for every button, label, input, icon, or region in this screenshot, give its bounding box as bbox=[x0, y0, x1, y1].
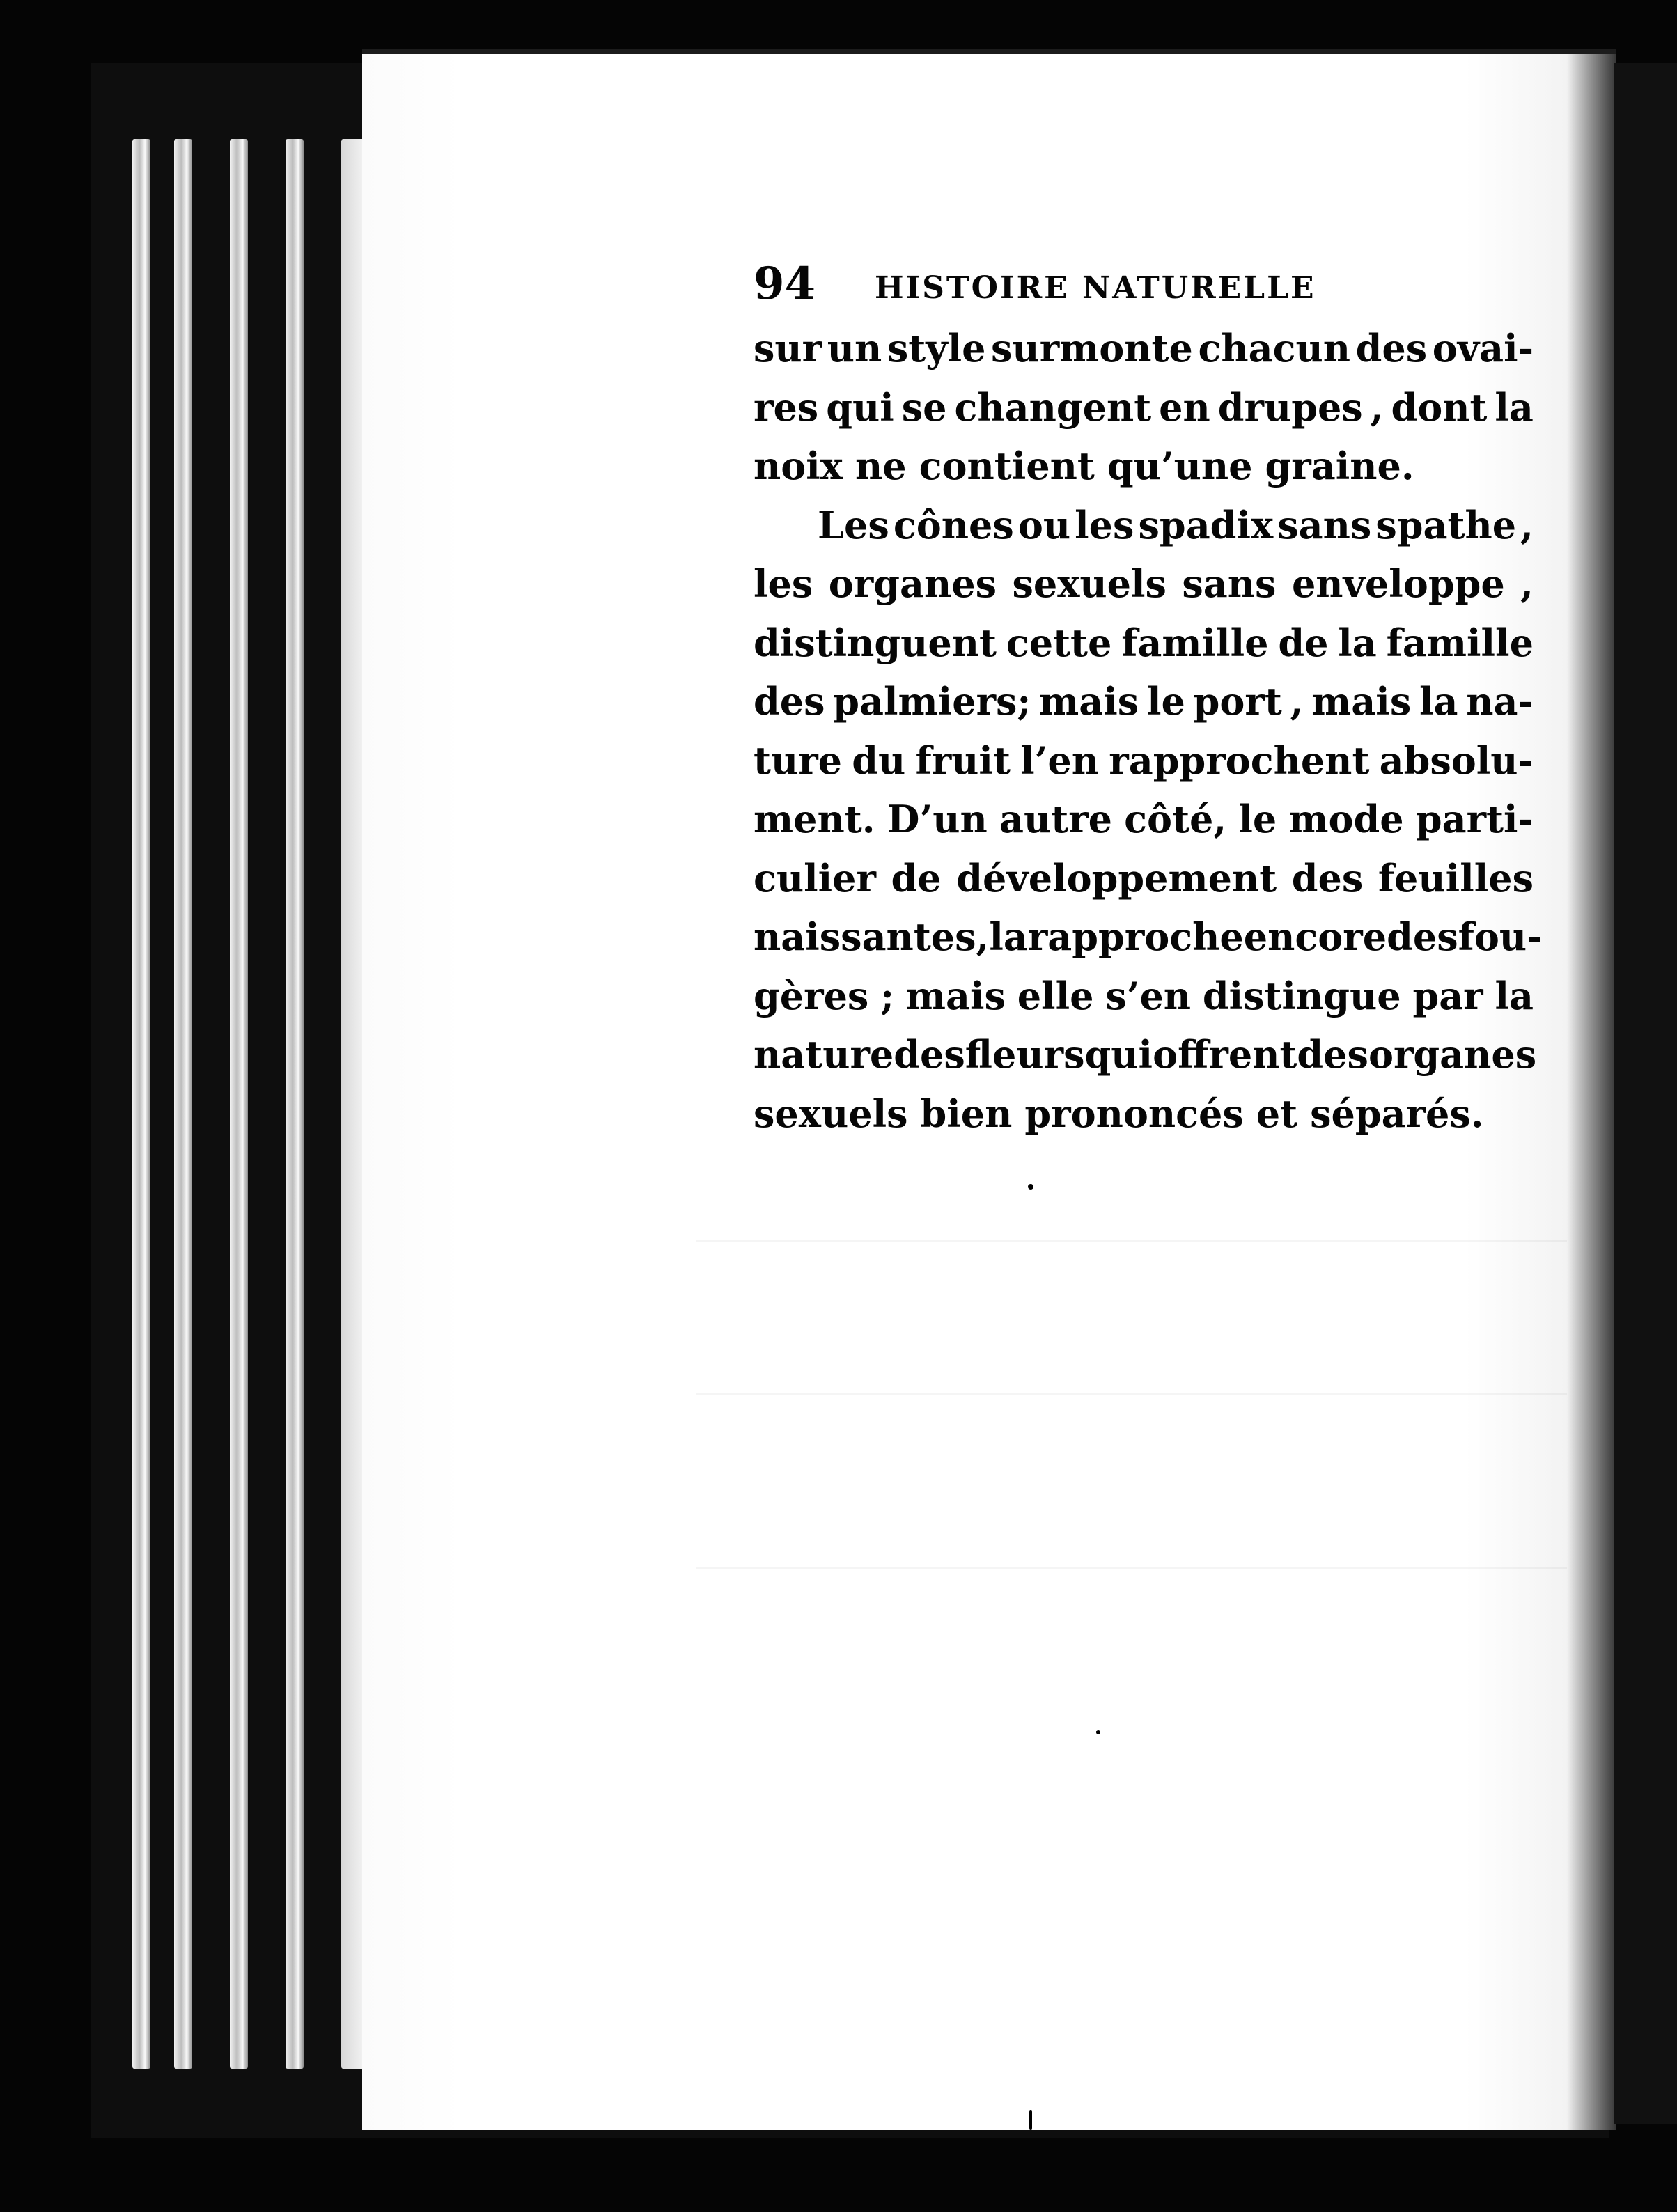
body-text bbox=[754, 319, 1543, 1143]
text-line: les organes sexuels sans enveloppe , bbox=[754, 561, 1534, 606]
ink-speck bbox=[1029, 2110, 1032, 2130]
page-edge bbox=[230, 139, 248, 2069]
text-line: nature des fleurs qui offrent des organes bbox=[754, 1032, 1537, 1077]
text-line: Les cônes ou les spadix sans spathe , bbox=[818, 502, 1534, 547]
page-edge bbox=[132, 139, 150, 2069]
text-line: des palmiers; mais le port , mais la na- bbox=[754, 679, 1534, 724]
show-through-text bbox=[696, 1567, 1567, 1569]
page-text bbox=[754, 258, 1543, 1143]
running-head: HISTOIRE NATURELLE bbox=[875, 270, 1316, 306]
text-line: sexuels bien prononcés et séparés. bbox=[754, 1091, 1484, 1136]
text-line: naissantes , la rapproche encore des fou- bbox=[754, 914, 1543, 959]
page-edge bbox=[286, 139, 304, 2069]
text-line: ment. D’un autre côté, le mode parti- bbox=[754, 797, 1534, 841]
page-number: 94 bbox=[754, 258, 816, 310]
paragraph bbox=[754, 496, 1543, 1144]
text-line: sur un style surmonte chacun des ovai- bbox=[754, 326, 1534, 371]
paragraph bbox=[754, 319, 1534, 496]
ink-speck bbox=[1028, 1184, 1034, 1190]
text-line: culier de développement des feuilles bbox=[754, 855, 1534, 901]
book-cover-edge bbox=[1614, 63, 1677, 2124]
ink-speck bbox=[1096, 1730, 1100, 1734]
page-header bbox=[754, 260, 1534, 319]
page-edge bbox=[174, 139, 192, 2069]
show-through-text bbox=[696, 1240, 1567, 1242]
show-through-text bbox=[696, 1393, 1567, 1395]
text-line: noix ne contient qu’une graine. bbox=[754, 444, 1414, 488]
page-shadow bbox=[1567, 54, 1616, 2130]
text-line: gères ; mais elle s’en distingue par la bbox=[754, 973, 1534, 1018]
text-line: distinguent cette famille de la famille bbox=[754, 620, 1534, 665]
text-line: ture du fruit l’en rapprochent absolu- bbox=[754, 738, 1534, 783]
text-line: res qui se changent en drupes , dont la bbox=[754, 384, 1534, 430]
